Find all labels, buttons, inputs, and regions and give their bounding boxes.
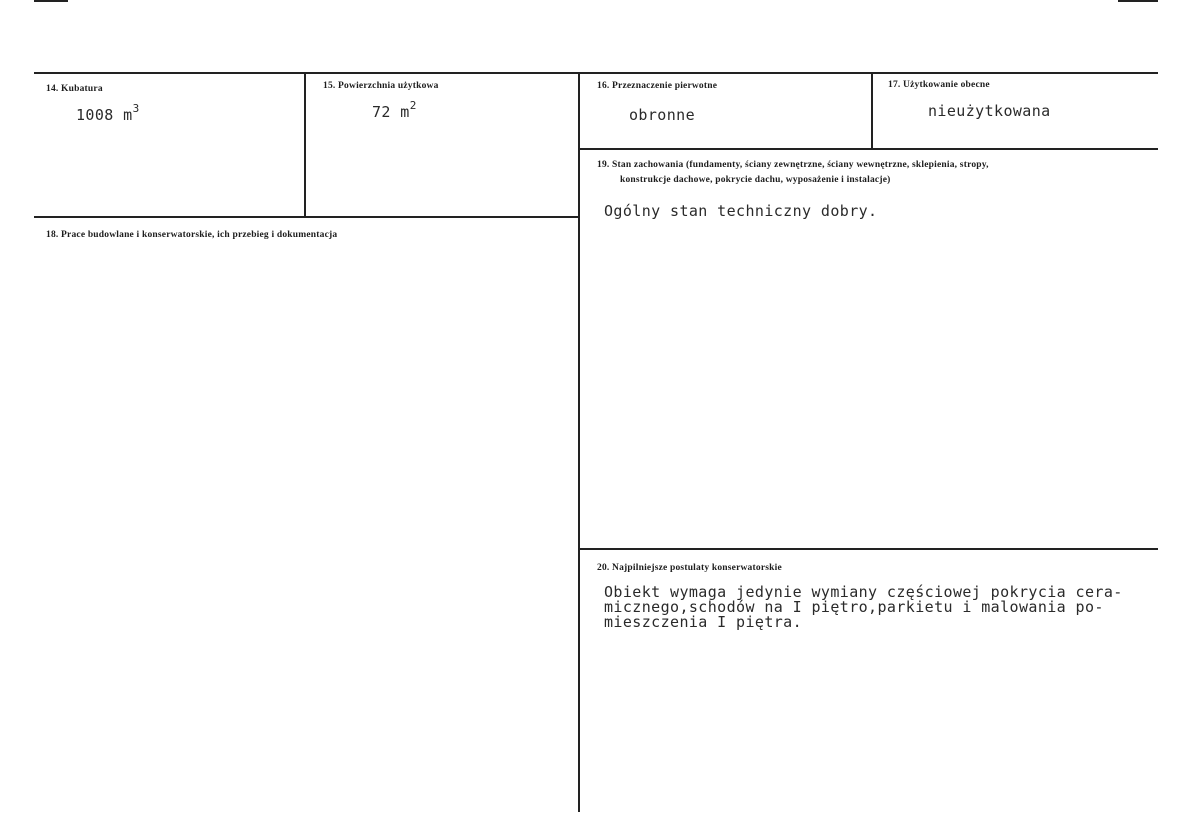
top-right-mark [1118, 0, 1158, 2]
field-19-label-line1: 19. Stan zachowania (fundamenty, ściany zewnętrzne, ściany wewnętrzne, sklepienia, stropy, [597, 160, 989, 170]
field-14-value [76, 104, 140, 124]
field-15-label: 15. Powierzchnia użytkowa [323, 81, 439, 91]
field-20-line: Obiekt wymaga jedynie wymiany częściowej pokrycia cera- [604, 583, 1123, 601]
field-20-line: mieszczenia I piętra. [604, 613, 803, 631]
field-17-label: 17. Użytkowanie obecne [888, 80, 990, 90]
form-top-border [34, 72, 1158, 74]
divider-above-20 [578, 548, 1158, 550]
field-19-label-line2: konstrukcje dachowe, pokrycie dachu, wyposażenie i instalacje) [620, 175, 891, 185]
field-16-label: 16. Przeznaczenie pierwotne [597, 81, 718, 91]
divider-14-15 [304, 72, 306, 217]
field-20-label: 20. Najpilniejsze postulaty konserwatorskie [597, 563, 782, 573]
divider-16-17 [871, 72, 873, 150]
divider-15-16 [578, 72, 580, 812]
field-20-value [604, 585, 1144, 630]
divider-above-19 [578, 148, 1158, 150]
field-15-number: 72 m [372, 103, 410, 121]
field-15-exponent: 2 [409, 99, 417, 112]
field-14-label: 14. Kubatura [46, 84, 103, 94]
field-15-value [372, 101, 417, 121]
field-14-exponent: 3 [132, 102, 140, 115]
field-20-line: micznego,schodów na I piętro,parkietu i malowania po- [604, 598, 1104, 616]
field-17-value: nieużytkowana [928, 102, 1051, 120]
top-left-mark [34, 0, 68, 2]
field-19-value: Ogólny stan techniczny dobry. [604, 202, 878, 220]
field-18-label: 18. Prace budowlane i konserwatorskie, ich przebieg i dokumentacja [46, 230, 338, 240]
divider-above-18 [34, 216, 580, 218]
field-14-number: 1008 m [76, 106, 133, 124]
field-16-value: obronne [629, 106, 696, 124]
